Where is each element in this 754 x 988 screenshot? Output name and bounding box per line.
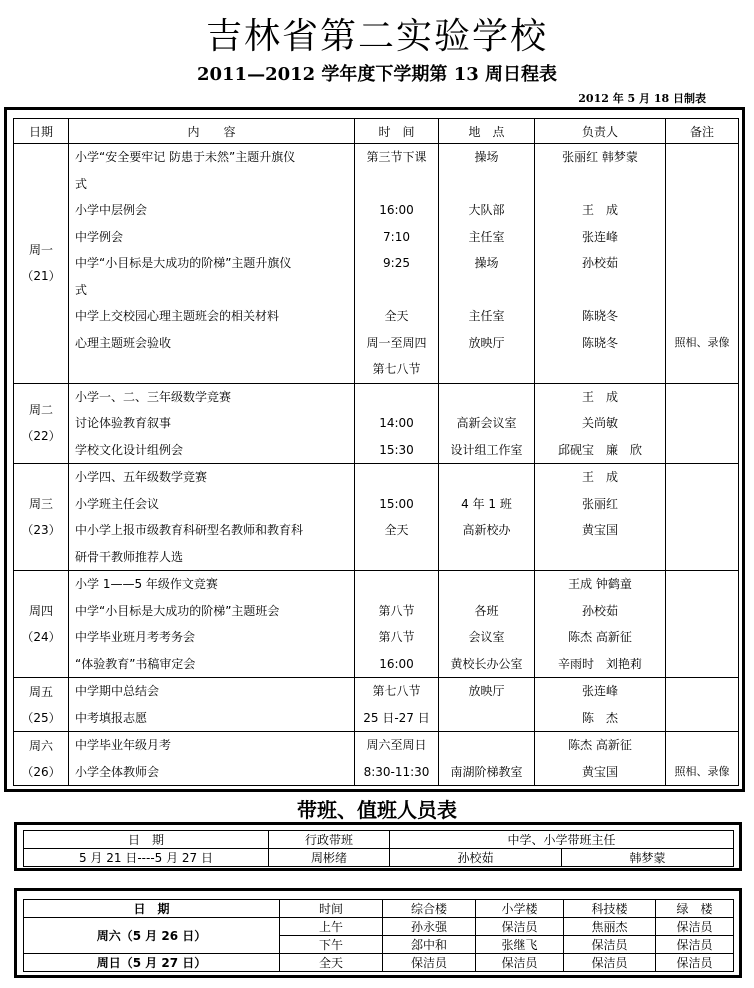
schedule-note: [666, 732, 738, 759]
schedule-time: 16:00: [379, 203, 414, 217]
day-cell: [14, 464, 69, 571]
day-label: 周五: [28, 684, 53, 699]
schedule-note: [666, 571, 738, 598]
schedule-time-cell: [355, 464, 439, 571]
schedule-table: [13, 118, 739, 786]
schedule-time: 第三节下课: [366, 150, 427, 164]
schedule-owner: 王 成: [581, 203, 618, 217]
cleaning-d: 保洁员: [656, 954, 734, 972]
schedule-note: [666, 491, 738, 518]
schedule-body: [14, 144, 739, 786]
schedule-day-row: [14, 464, 739, 571]
schedule-time: [355, 171, 438, 198]
cleaning-c: 保洁员: [564, 936, 656, 954]
schedule-note: [666, 410, 738, 437]
schedule-content-cell: [69, 571, 355, 678]
day-label: 周一: [28, 243, 53, 258]
duty-header-admin: 行政带班: [269, 831, 390, 849]
schedule-owner: 黄宝国: [581, 764, 618, 779]
schedule-note: [666, 464, 738, 491]
schedule-note: [666, 705, 738, 732]
duty-admin: 周彬绪: [269, 849, 390, 867]
day-cell: [14, 144, 69, 384]
schedule-place-cell: [439, 464, 535, 571]
cleaning-a: 郐中和: [383, 936, 476, 954]
schedule-owner-cell: [535, 732, 666, 786]
schedule-content: 中学“小目标是大成功的阶梯”主题升旗仪: [75, 256, 292, 270]
duty-frame: [14, 822, 742, 871]
schedule-note: [666, 197, 738, 224]
schedule-time: 9:25: [383, 256, 410, 270]
schedule-time: 周六至周日: [366, 738, 427, 752]
schedule-owner: 辛雨时 刘艳莉: [557, 656, 642, 671]
schedule-content: 中学毕业年级月考: [75, 738, 172, 752]
cleaning-header-row: [24, 900, 734, 918]
day-cell: [14, 383, 69, 464]
schedule-time: 周一至周四: [366, 335, 427, 350]
schedule-place: 大队部: [468, 203, 505, 217]
day-number: （26）: [21, 764, 61, 779]
schedule-owner: 王 成: [581, 389, 618, 404]
duty-header-row: [24, 831, 734, 849]
cleaning-header-time: 时间: [280, 900, 383, 918]
schedule-time-cell: [355, 571, 439, 678]
schedule-content: 小学“安全要牢记 防患于未然”主题升旗仪: [75, 150, 296, 164]
duty-teacher-1: 孙校茹: [390, 849, 562, 867]
schedule-note: [666, 624, 738, 651]
schedule-owner-cell: [535, 144, 666, 384]
schedule-place: [439, 384, 534, 411]
schedule-content: 学校文化设计组例会: [75, 442, 184, 457]
cleaning-header-b: 小学楼: [476, 900, 564, 918]
schedule-place: 主任室: [468, 309, 505, 323]
schedule-place-cell: [439, 383, 535, 464]
schedule-day-row: [14, 678, 739, 732]
schedule-note-cell: [666, 732, 739, 786]
schedule-owner: 关尚敏: [581, 416, 618, 430]
schedule-place-cell: [439, 678, 535, 732]
col-header-note: 备注: [666, 119, 739, 144]
cleaning-header-d: 绿 楼: [656, 900, 734, 918]
cleaning-b: 张继飞: [476, 936, 564, 954]
day-cell: [14, 678, 69, 732]
col-header-time: 时 间: [355, 119, 439, 144]
cleaning-time: 上午: [280, 918, 383, 936]
cleaning-table: [23, 899, 734, 972]
schedule-content: 心理主题班会验收: [75, 335, 172, 350]
schedule-note: [666, 303, 738, 330]
schedule-owner: 陈晓冬: [581, 335, 618, 350]
schedule-content: 式: [75, 176, 88, 191]
schedule-note: [666, 598, 738, 625]
schedule-time: 15:30: [379, 442, 414, 457]
day-label: 周六: [28, 738, 53, 753]
cleaning-b: 保洁员: [476, 954, 564, 972]
cleaning-a: 保洁员: [383, 954, 476, 972]
col-header-content: 内 容: [69, 119, 355, 144]
cleaning-row: [24, 918, 734, 936]
schedule-owner: 陈晓冬: [581, 309, 618, 323]
schedule-time-cell: [355, 732, 439, 786]
schedule-time: 15:00: [379, 496, 414, 511]
schedule-time: [355, 544, 438, 571]
schedule-owner: [535, 277, 665, 304]
schedule-time: 全天: [384, 309, 409, 323]
schedule-content: 中小学上报市级教育科研型名教师和教育科: [75, 523, 304, 537]
schedule-place: 高新会议室: [456, 416, 517, 430]
schedule-place: 会议室: [468, 630, 505, 644]
schedule-note-cell: [666, 678, 739, 732]
day-number: （22）: [21, 429, 61, 444]
cleaning-header-date: 日 期: [24, 900, 280, 918]
schedule-content: 中考填报志愿: [75, 710, 148, 725]
schedule-content-cell: [69, 678, 355, 732]
schedule-note: [666, 437, 738, 464]
schedule-time-cell: [355, 678, 439, 732]
schedule-note-cell: [666, 383, 739, 464]
schedule-place-cell: [439, 144, 535, 384]
cleaning-c: 焦丽杰: [564, 918, 656, 936]
day-cell: [14, 732, 69, 786]
schedule-content: 中学毕业班月考考务会: [75, 630, 196, 644]
schedule-place: [439, 464, 534, 491]
schedule-content-cell: [69, 464, 355, 571]
schedule-time: [355, 384, 438, 411]
schedule-time: 7:10: [383, 229, 410, 244]
schedule-place: 主任室: [468, 229, 505, 244]
schedule-time-cell: [355, 144, 439, 384]
schedule-time: [355, 464, 438, 491]
duty-teacher-2: 韩梦蒙: [562, 849, 734, 867]
schedule-time: 第八节: [378, 603, 415, 618]
duty-row: [24, 849, 734, 867]
schedule-note: [666, 384, 738, 411]
schedule-note: [666, 277, 738, 304]
cleaning-b: 保洁员: [476, 918, 564, 936]
schedule-owner: 黄宝国: [581, 523, 618, 537]
schedule-place: [439, 277, 534, 304]
schedule-place-cell: [439, 732, 535, 786]
schedule-time: 第八节: [378, 630, 415, 644]
cleaning-c: 保洁员: [564, 954, 656, 972]
schedule-content: 小学四、五年级数学竞赛: [75, 470, 208, 484]
duty-date: 5 月 21 日----5 月 27 日: [24, 849, 269, 867]
schedule-content: [75, 356, 354, 383]
schedule-owner-cell: [535, 678, 666, 732]
schedule-content-cell: [69, 383, 355, 464]
schedule-owner: 张丽红: [581, 496, 618, 511]
schedule-content: 中学上交校园心理主题班会的相关材料: [75, 309, 280, 323]
schedule-owner: 王成 钟鹤童: [568, 577, 632, 591]
cleaning-d: 保洁员: [656, 936, 734, 954]
schedule-owner-cell: [535, 464, 666, 571]
schedule-place: 放映厅: [468, 684, 505, 698]
schedule-place: 各班: [474, 603, 499, 618]
day-cell: [14, 571, 69, 678]
schedule-content: 小学 1——5 年级作文竞赛: [75, 577, 218, 591]
schedule-time-cell: [355, 383, 439, 464]
schedule-place: 南湖阶梯教室: [450, 764, 523, 779]
schedule-note-cell: [666, 144, 739, 384]
schedule-place-cell: [439, 571, 535, 678]
schedule-time: 8:30-11:30: [363, 764, 430, 779]
cleaning-time: 下午: [280, 936, 383, 954]
schedule-content: 中学“小目标是大成功的阶梯”主题班会: [75, 603, 280, 618]
schedule-owner: 张连峰: [581, 229, 618, 244]
schedule-content: “体验教育”书稿审定会: [75, 656, 196, 671]
schedule-place: [439, 732, 534, 759]
schedule-content: 讨论体验教育叙事: [75, 416, 172, 430]
cleaning-header-a: 综合楼: [383, 900, 476, 918]
schedule-owner: [535, 171, 665, 198]
cleaning-time: 全天: [280, 954, 383, 972]
schedule-content-cell: [69, 144, 355, 384]
schedule-place: [439, 571, 534, 598]
schedule-content: 中学例会: [75, 229, 124, 244]
schedule-content: 小学班主任会议: [75, 496, 160, 511]
schedule-note: 照相、录像: [674, 764, 730, 778]
schedule-day-row: [14, 144, 739, 384]
schedule-place: [439, 705, 534, 732]
schedule-place: 操场: [474, 256, 499, 270]
duty-header-date: 日 期: [24, 831, 269, 849]
page-title: 吉林省第二实验学校: [205, 16, 548, 57]
schedule-place: 黄校长办公室: [450, 656, 523, 671]
schedule-content: 式: [75, 282, 88, 297]
cleaning-header-c: 科技楼: [564, 900, 656, 918]
cleaning-frame: [14, 888, 742, 978]
schedule-content: 小学一、二、三年级数学竞赛: [75, 389, 232, 404]
col-header-place: 地 点: [439, 119, 535, 144]
schedule-owner: 陈杰 高新征: [568, 738, 632, 752]
schedule-day-row: [14, 383, 739, 464]
schedule-note: [666, 678, 738, 705]
cleaning-date: 周六（5 月 26 日）: [24, 918, 280, 954]
schedule-note: [666, 224, 738, 251]
schedule-time: 25 日-27 日: [363, 710, 430, 725]
schedule-time: [355, 277, 438, 304]
schedule-note: 照相、录像: [674, 335, 730, 349]
schedule-time: 第七八节: [372, 684, 421, 698]
day-number: （21）: [21, 269, 61, 284]
schedule-place: [439, 356, 534, 383]
schedule-note: [666, 544, 738, 571]
schedule-note: [666, 356, 738, 383]
made-date: 2012 年 5 月 18 日制表: [578, 92, 706, 105]
schedule-time: 14:00: [379, 416, 414, 430]
cleaning-date: 周日（5 月 27 日）: [24, 954, 280, 972]
schedule-content: 小学全体教师会: [75, 764, 160, 779]
duty-section-title: 带班、值班人员表: [297, 798, 457, 822]
schedule-place: 4 年 1 班: [461, 496, 512, 511]
schedule-owner: 张丽红 韩梦蒙: [562, 150, 638, 164]
col-header-owner: 负责人: [535, 119, 666, 144]
schedule-owner: 王 成: [581, 470, 618, 484]
schedule-owner: 张连峰: [581, 684, 618, 698]
schedule-note: [666, 651, 738, 678]
page-subtitle: 2011—2012 学年度下学期第 13 周日程表: [196, 64, 558, 85]
schedule-note: [666, 250, 738, 277]
schedule-note-cell: [666, 464, 739, 571]
schedule-time: 全天: [384, 523, 409, 537]
schedule-time: [355, 571, 438, 598]
schedule-owner: [535, 544, 665, 571]
schedule-place: 设计组工作室: [450, 442, 523, 457]
day-number: （23）: [21, 523, 61, 537]
schedule-owner-cell: [535, 383, 666, 464]
day-number: （24）: [21, 630, 61, 644]
schedule-note: [666, 171, 738, 198]
schedule-note: [666, 144, 738, 171]
schedule-content-cell: [69, 732, 355, 786]
schedule-owner-cell: [535, 571, 666, 678]
schedule-time: 16:00: [379, 656, 414, 671]
schedule-content: 研骨干教师推荐人选: [75, 549, 184, 564]
schedule-header-row: [14, 119, 739, 144]
schedule-owner: 孙校茹: [581, 256, 618, 270]
schedule-owner: 邱砚宝 廉 欣: [557, 442, 642, 457]
day-label: 周四: [28, 604, 53, 618]
col-header-date: 日期: [14, 119, 69, 144]
schedule-content: 小学中层例会: [75, 203, 148, 217]
schedule-time: 第七八节: [372, 362, 421, 376]
schedule-day-row: [14, 571, 739, 678]
schedule-place: [439, 544, 534, 571]
cleaning-row: [24, 954, 734, 972]
cleaning-a: 孙永强: [383, 918, 476, 936]
duty-table: [23, 830, 734, 867]
schedule-place: [439, 171, 534, 198]
schedule-note: [666, 517, 738, 544]
schedule-note-cell: [666, 571, 739, 678]
duty-header-teachers: 中学、小学带班主任: [390, 831, 734, 849]
schedule-place: 放映厅: [468, 335, 505, 350]
schedule-owner: 陈 杰: [581, 710, 618, 725]
schedule-owner: 孙校茹: [581, 603, 618, 618]
schedule-frame: [4, 107, 745, 792]
cleaning-d: 保洁员: [656, 918, 734, 936]
day-number: （25）: [21, 710, 61, 725]
schedule-place: 高新校办: [462, 523, 511, 537]
schedule-owner: 陈杰 高新征: [568, 630, 632, 644]
schedule-content: 中学期中总结会: [75, 684, 160, 698]
schedule-owner: [535, 356, 665, 383]
schedule-day-row: [14, 732, 739, 786]
day-label: 周二: [28, 403, 53, 418]
day-label: 周三: [28, 497, 53, 511]
schedule-place: 操场: [474, 150, 499, 164]
